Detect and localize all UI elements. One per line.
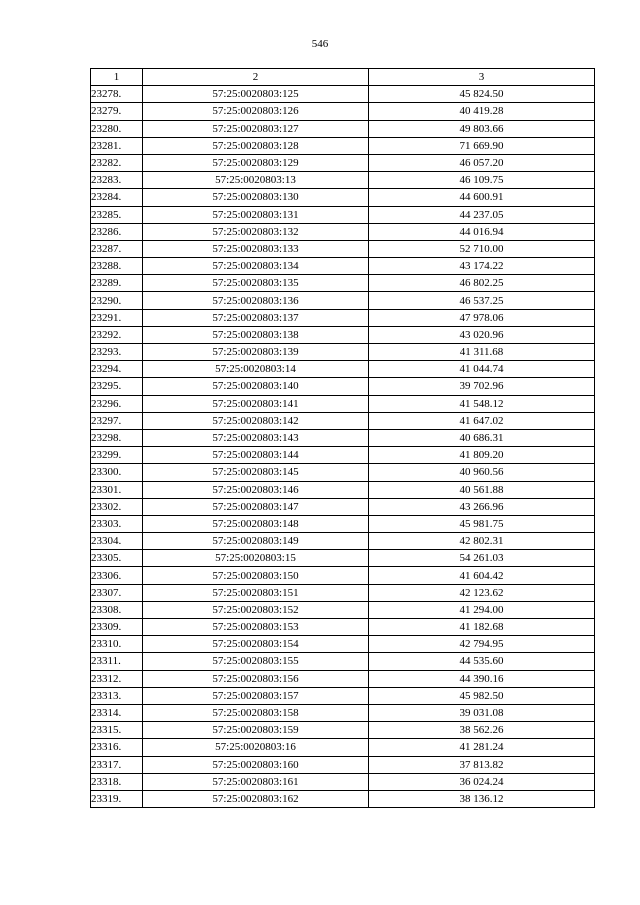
header-col-1: 1 xyxy=(91,69,143,86)
cadastral-number-cell: 57:25:0020803:159 xyxy=(143,722,369,739)
cadastral-number-cell: 57:25:0020803:147 xyxy=(143,498,369,515)
value-cell: 46 109.75 xyxy=(369,172,595,189)
table-body xyxy=(91,86,595,808)
value-cell: 71 669.90 xyxy=(369,137,595,154)
row-number-cell: 23303. xyxy=(91,515,143,532)
value-cell: 41 809.20 xyxy=(369,447,595,464)
cadastral-number-cell: 57:25:0020803:126 xyxy=(143,103,369,120)
table-row xyxy=(91,429,595,446)
cadastral-number-cell: 57:25:0020803:128 xyxy=(143,137,369,154)
value-cell: 42 794.95 xyxy=(369,636,595,653)
row-number-cell: 23312. xyxy=(91,670,143,687)
table-row xyxy=(91,86,595,103)
table-row xyxy=(91,258,595,275)
value-cell: 52 710.00 xyxy=(369,240,595,257)
row-number-cell: 23285. xyxy=(91,206,143,223)
table-row xyxy=(91,326,595,343)
row-number-cell: 23280. xyxy=(91,120,143,137)
row-number-cell: 23294. xyxy=(91,361,143,378)
value-cell: 44 600.91 xyxy=(369,189,595,206)
page-number: 546 xyxy=(311,38,329,50)
cadastral-number-cell: 57:25:0020803:142 xyxy=(143,412,369,429)
cadastral-number-cell: 57:25:0020803:152 xyxy=(143,601,369,618)
cadastral-number-cell: 57:25:0020803:162 xyxy=(143,790,369,807)
table-row xyxy=(91,206,595,223)
header-col-2: 2 xyxy=(143,69,369,86)
value-cell: 37 813.82 xyxy=(369,756,595,773)
row-number-cell: 23281. xyxy=(91,137,143,154)
value-cell: 38 562.26 xyxy=(369,722,595,739)
value-cell: 45 981.75 xyxy=(369,515,595,532)
value-cell: 41 294.00 xyxy=(369,601,595,618)
value-cell: 45 982.50 xyxy=(369,687,595,704)
value-cell: 42 123.62 xyxy=(369,584,595,601)
table-row xyxy=(91,137,595,154)
header-row xyxy=(91,69,595,86)
table-row xyxy=(91,447,595,464)
cadastral-number-cell: 57:25:0020803:137 xyxy=(143,309,369,326)
table-row xyxy=(91,756,595,773)
table-row xyxy=(91,584,595,601)
row-number-cell: 23293. xyxy=(91,344,143,361)
cadastral-number-cell: 57:25:0020803:134 xyxy=(143,258,369,275)
table-row xyxy=(91,550,595,567)
row-number-cell: 23305. xyxy=(91,550,143,567)
table-row xyxy=(91,464,595,481)
table-row xyxy=(91,172,595,189)
cadastral-number-cell: 57:25:0020803:153 xyxy=(143,619,369,636)
row-number-cell: 23296. xyxy=(91,395,143,412)
row-number-cell: 23316. xyxy=(91,739,143,756)
row-number-cell: 23298. xyxy=(91,429,143,446)
row-number-cell: 23313. xyxy=(91,687,143,704)
table-row xyxy=(91,275,595,292)
cadastral-number-cell: 57:25:0020803:131 xyxy=(143,206,369,223)
table-row xyxy=(91,653,595,670)
row-number-cell: 23283. xyxy=(91,172,143,189)
row-number-cell: 23287. xyxy=(91,240,143,257)
cadastral-number-cell: 57:25:0020803:132 xyxy=(143,223,369,240)
row-number-cell: 23300. xyxy=(91,464,143,481)
value-cell: 43 266.96 xyxy=(369,498,595,515)
table-row xyxy=(91,223,595,240)
row-number-cell: 23299. xyxy=(91,447,143,464)
table-row xyxy=(91,704,595,721)
cadastral-number-cell: 57:25:0020803:13 xyxy=(143,172,369,189)
table-row xyxy=(91,395,595,412)
table-row xyxy=(91,619,595,636)
cadastral-number-cell: 57:25:0020803:157 xyxy=(143,687,369,704)
row-number-cell: 23319. xyxy=(91,790,143,807)
value-cell: 36 024.24 xyxy=(369,773,595,790)
value-cell: 41 044.74 xyxy=(369,361,595,378)
table-row xyxy=(91,120,595,137)
row-number-cell: 23289. xyxy=(91,275,143,292)
table-row xyxy=(91,773,595,790)
row-number-cell: 23306. xyxy=(91,567,143,584)
cadastral-number-cell: 57:25:0020803:156 xyxy=(143,670,369,687)
table-row xyxy=(91,739,595,756)
cadastral-number-cell: 57:25:0020803:129 xyxy=(143,154,369,171)
value-cell: 47 978.06 xyxy=(369,309,595,326)
table-row xyxy=(91,309,595,326)
row-number-cell: 23290. xyxy=(91,292,143,309)
row-number-cell: 23317. xyxy=(91,756,143,773)
table-row xyxy=(91,189,595,206)
value-cell: 39 031.08 xyxy=(369,704,595,721)
cadastral-number-cell: 57:25:0020803:161 xyxy=(143,773,369,790)
table-row xyxy=(91,515,595,532)
table-row xyxy=(91,687,595,704)
row-number-cell: 23282. xyxy=(91,154,143,171)
cadastral-number-cell: 57:25:0020803:146 xyxy=(143,481,369,498)
table-row xyxy=(91,790,595,807)
cadastral-number-cell: 57:25:0020803:155 xyxy=(143,653,369,670)
value-cell: 46 057.20 xyxy=(369,154,595,171)
value-cell: 44 390.16 xyxy=(369,670,595,687)
cadastral-number-cell: 57:25:0020803:136 xyxy=(143,292,369,309)
cadastral-number-cell: 57:25:0020803:125 xyxy=(143,86,369,103)
value-cell: 43 174.22 xyxy=(369,258,595,275)
cadastral-number-cell: 57:25:0020803:143 xyxy=(143,429,369,446)
row-number-cell: 23286. xyxy=(91,223,143,240)
cadastral-number-cell: 57:25:0020803:144 xyxy=(143,447,369,464)
value-cell: 41 182.68 xyxy=(369,619,595,636)
table-row xyxy=(91,103,595,120)
table-row xyxy=(91,481,595,498)
row-number-cell: 23279. xyxy=(91,103,143,120)
table-row xyxy=(91,670,595,687)
table-row xyxy=(91,292,595,309)
value-cell: 41 548.12 xyxy=(369,395,595,412)
value-cell: 40 419.28 xyxy=(369,103,595,120)
row-number-cell: 23310. xyxy=(91,636,143,653)
table-row xyxy=(91,498,595,515)
row-number-cell: 23314. xyxy=(91,704,143,721)
value-cell: 45 824.50 xyxy=(369,86,595,103)
cadastral-number-cell: 57:25:0020803:151 xyxy=(143,584,369,601)
table-row xyxy=(91,636,595,653)
row-number-cell: 23291. xyxy=(91,309,143,326)
cadastral-number-cell: 57:25:0020803:130 xyxy=(143,189,369,206)
row-number-cell: 23304. xyxy=(91,533,143,550)
cadastral-number-cell: 57:25:0020803:154 xyxy=(143,636,369,653)
row-number-cell: 23295. xyxy=(91,378,143,395)
cadastral-number-cell: 57:25:0020803:160 xyxy=(143,756,369,773)
cadastral-number-cell: 57:25:0020803:14 xyxy=(143,361,369,378)
cadastral-number-cell: 57:25:0020803:148 xyxy=(143,515,369,532)
row-number-cell: 23309. xyxy=(91,619,143,636)
table-row xyxy=(91,378,595,395)
value-cell: 42 802.31 xyxy=(369,533,595,550)
cadastral-number-cell: 57:25:0020803:149 xyxy=(143,533,369,550)
header-col-3: 3 xyxy=(369,69,595,86)
value-cell: 38 136.12 xyxy=(369,790,595,807)
row-number-cell: 23315. xyxy=(91,722,143,739)
value-cell: 40 561.88 xyxy=(369,481,595,498)
table-header xyxy=(91,69,595,86)
cadastral-number-cell: 57:25:0020803:16 xyxy=(143,739,369,756)
value-cell: 41 281.24 xyxy=(369,739,595,756)
table-row xyxy=(91,412,595,429)
row-number-cell: 23284. xyxy=(91,189,143,206)
cadastral-number-cell: 57:25:0020803:139 xyxy=(143,344,369,361)
value-cell: 44 016.94 xyxy=(369,223,595,240)
row-number-cell: 23318. xyxy=(91,773,143,790)
value-cell: 46 537.25 xyxy=(369,292,595,309)
value-cell: 44 535.60 xyxy=(369,653,595,670)
table-row xyxy=(91,722,595,739)
table-row xyxy=(91,154,595,171)
row-number-cell: 23301. xyxy=(91,481,143,498)
cadastral-number-cell: 57:25:0020803:127 xyxy=(143,120,369,137)
value-cell: 54 261.03 xyxy=(369,550,595,567)
cadastral-number-cell: 57:25:0020803:133 xyxy=(143,240,369,257)
cadastral-number-cell: 57:25:0020803:140 xyxy=(143,378,369,395)
table-row xyxy=(91,601,595,618)
value-cell: 46 802.25 xyxy=(369,275,595,292)
cadastral-number-cell: 57:25:0020803:145 xyxy=(143,464,369,481)
cadastral-number-cell: 57:25:0020803:138 xyxy=(143,326,369,343)
value-cell: 41 647.02 xyxy=(369,412,595,429)
table-row xyxy=(91,533,595,550)
value-cell: 39 702.96 xyxy=(369,378,595,395)
row-number-cell: 23311. xyxy=(91,653,143,670)
table-row xyxy=(91,361,595,378)
registry-table xyxy=(90,68,595,808)
row-number-cell: 23278. xyxy=(91,86,143,103)
cadastral-number-cell: 57:25:0020803:158 xyxy=(143,704,369,721)
table-row xyxy=(91,240,595,257)
cadastral-number-cell: 57:25:0020803:150 xyxy=(143,567,369,584)
row-number-cell: 23288. xyxy=(91,258,143,275)
value-cell: 40 686.31 xyxy=(369,429,595,446)
row-number-cell: 23297. xyxy=(91,412,143,429)
cadastral-number-cell: 57:25:0020803:135 xyxy=(143,275,369,292)
row-number-cell: 23302. xyxy=(91,498,143,515)
cadastral-number-cell: 57:25:0020803:15 xyxy=(143,550,369,567)
table-row xyxy=(91,344,595,361)
value-cell: 44 237.05 xyxy=(369,206,595,223)
cadastral-number-cell: 57:25:0020803:141 xyxy=(143,395,369,412)
row-number-cell: 23292. xyxy=(91,326,143,343)
value-cell: 40 960.56 xyxy=(369,464,595,481)
row-number-cell: 23308. xyxy=(91,601,143,618)
row-number-cell: 23307. xyxy=(91,584,143,601)
value-cell: 43 020.96 xyxy=(369,326,595,343)
value-cell: 41 311.68 xyxy=(369,344,595,361)
table-row xyxy=(91,567,595,584)
value-cell: 41 604.42 xyxy=(369,567,595,584)
value-cell: 49 803.66 xyxy=(369,120,595,137)
